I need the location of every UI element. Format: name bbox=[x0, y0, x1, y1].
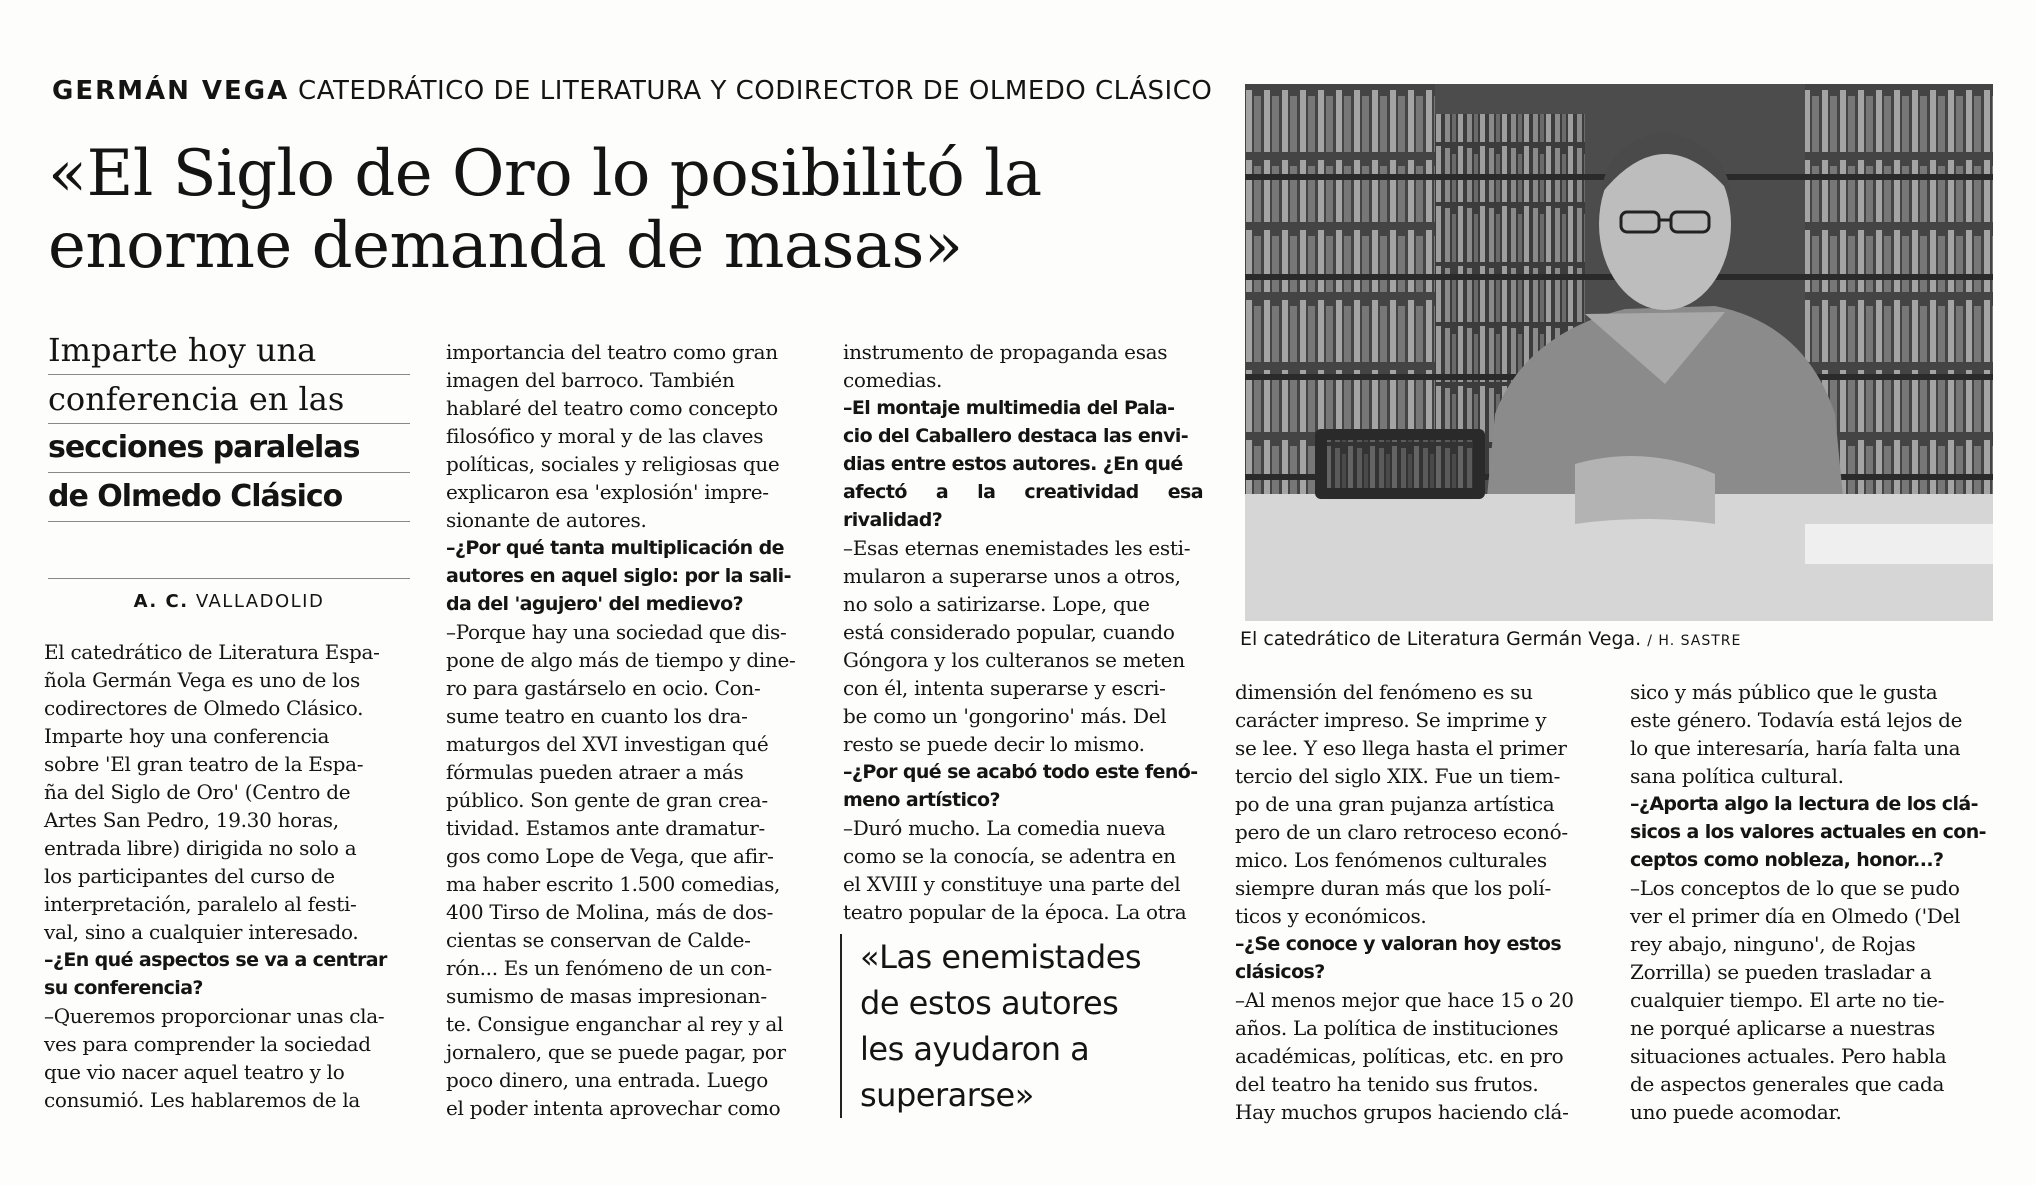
text-line: –¿Por qué tanta multiplicación de bbox=[446, 537, 784, 559]
text-line: Artes San Pedro, 19.30 horas, bbox=[44, 808, 339, 832]
text-line: teatro popular de la época. La otra bbox=[843, 900, 1187, 924]
text-line: Imparte hoy una conferencia bbox=[44, 724, 330, 748]
text-line: su conferencia? bbox=[44, 977, 203, 999]
text-line: poco dinero, una entrada. Luego bbox=[446, 1068, 768, 1092]
text-line: ceptos como nobleza, honor...? bbox=[1630, 849, 1944, 871]
text-line: –Porque hay una sociedad que dis- bbox=[446, 620, 787, 644]
text-line: ñola Germán Vega es uno de los bbox=[44, 668, 360, 692]
text-line: –Al menos mejor que hace 15 o 20 bbox=[1235, 988, 1574, 1012]
text-line: como se la conocía, se adentra en bbox=[843, 844, 1176, 868]
caption-text: El catedrático de Literatura Germán Vega. bbox=[1240, 628, 1642, 650]
headline bbox=[48, 138, 1198, 282]
text-line: autores en aquel siglo: por la sali- bbox=[446, 565, 791, 587]
text-line: –¿Se conoce y valoran hoy estos bbox=[1235, 933, 1562, 955]
text-line: no solo a satirizarse. Lope, que bbox=[843, 592, 1150, 616]
text-line: sana política cultural. bbox=[1630, 764, 1844, 788]
text-line: afectó a la creatividad esa rivalidad? bbox=[843, 481, 1203, 531]
deck-line: secciones paralelas bbox=[48, 424, 410, 473]
byline-author: A. C. bbox=[133, 591, 189, 612]
pull-quote-line: de estos autores bbox=[860, 984, 1119, 1022]
article-column-3 bbox=[843, 338, 1203, 926]
text-line: situaciones actuales. Pero habla bbox=[1630, 1044, 1947, 1068]
text-line: meno artístico? bbox=[843, 789, 1000, 811]
deck bbox=[48, 326, 410, 522]
interview-question bbox=[1630, 790, 1992, 874]
body-paragraph bbox=[843, 814, 1203, 926]
text-line: comedias. bbox=[843, 368, 943, 392]
text-line: siempre duran más que los polí- bbox=[1235, 876, 1551, 900]
text-line: sicos a los valores actuales en con- bbox=[1630, 821, 1986, 843]
text-line: cio del Caballero destaca las envi- bbox=[843, 425, 1189, 447]
pull-quote-line: «Las enemistades bbox=[860, 938, 1142, 976]
interviewee-role: CATEDRÁTICO DE LITERATURA Y CODIRECTOR DE OLMEDO CLÁSICO bbox=[298, 76, 1213, 106]
text-line: de aspectos generales que cada bbox=[1630, 1072, 1945, 1096]
text-line: maturgos del XVI investigan qué bbox=[446, 732, 769, 756]
text-line: consumió. Les hablaremos de la bbox=[44, 1088, 361, 1112]
text-line: lo que interesaría, haría falta una bbox=[1630, 736, 1961, 760]
interview-question bbox=[843, 394, 1203, 534]
text-line: sico y más público que le gusta bbox=[1630, 680, 1938, 704]
article-column-5 bbox=[1630, 678, 1992, 1126]
text-line: carácter impreso. Se imprime y bbox=[1235, 708, 1547, 732]
text-line: años. La política de instituciones bbox=[1235, 1016, 1559, 1040]
text-line: cualquier tiempo. El arte no tie- bbox=[1630, 988, 1945, 1012]
interview-question bbox=[1235, 930, 1595, 986]
text-line: con él, intenta superarse y escri- bbox=[843, 676, 1166, 700]
article-column-4 bbox=[1235, 678, 1595, 1126]
body-paragraph bbox=[44, 638, 404, 946]
text-line: tercio del siglo XIX. Fue un tiem- bbox=[1235, 764, 1561, 788]
text-line: Hay muchos grupos haciendo clá- bbox=[1235, 1100, 1569, 1124]
interviewee-name: GERMÁN VEGA bbox=[52, 76, 290, 106]
text-line: ver el primer día en Olmedo ('Del bbox=[1630, 904, 1961, 928]
text-line: da del 'agujero' del medievo? bbox=[446, 593, 744, 615]
text-line: filosófico y moral y de las claves bbox=[446, 424, 764, 448]
text-line: explicaron esa 'explosión' impre- bbox=[446, 480, 769, 504]
body-paragraph bbox=[446, 618, 806, 1122]
interview-question bbox=[843, 758, 1203, 814]
text-line: imagen del barroco. También bbox=[446, 368, 735, 392]
text-line: entrada libre) dirigida no solo a bbox=[44, 836, 357, 860]
text-line: –Duró mucho. La comedia nueva bbox=[843, 816, 1166, 840]
text-line: –Queremos proporcionar unas cla- bbox=[44, 1004, 385, 1028]
headline-line: enorme demanda de masas» bbox=[48, 209, 963, 283]
text-line: clásicos? bbox=[1235, 961, 1325, 983]
text-line: público. Son gente de gran crea- bbox=[446, 788, 768, 812]
text-line: ña del Siglo de Oro' (Centro de bbox=[44, 780, 351, 804]
text-line: políticas, sociales y religiosas que bbox=[446, 452, 780, 476]
body-paragraph bbox=[843, 338, 1203, 394]
body-paragraph bbox=[446, 338, 806, 534]
body-paragraph bbox=[1630, 678, 1992, 790]
text-line: académicas, políticas, etc. en pro bbox=[1235, 1044, 1564, 1068]
text-line: sume teatro en cuanto los dra- bbox=[446, 704, 748, 728]
body-paragraph bbox=[1235, 986, 1595, 1126]
text-line: que vio nacer aquel teatro y lo bbox=[44, 1060, 345, 1084]
text-line: fórmulas pueden atraer a más bbox=[446, 760, 744, 784]
text-line: –¿Por qué se acabó todo este fenó- bbox=[843, 761, 1198, 783]
text-line: está considerado popular, cuando bbox=[843, 620, 1175, 644]
text-line: el poder intenta aprovechar como bbox=[446, 1096, 781, 1120]
text-line: dias entre estos autores. ¿En qué bbox=[843, 453, 1183, 475]
photo-illustration bbox=[1245, 84, 1993, 621]
deck-line: conferencia en las bbox=[48, 375, 410, 424]
text-line: Zorrilla) se pueden trasladar a bbox=[1630, 960, 1932, 984]
text-line: ves para comprender la sociedad bbox=[44, 1032, 371, 1056]
text-line: ma haber escrito 1.500 comedias, bbox=[446, 872, 781, 896]
pull-quote-line: les ayudaron a bbox=[860, 1030, 1090, 1068]
text-line: del teatro ha tenido sus frutos. bbox=[1235, 1072, 1539, 1096]
text-line: dimensión del fenómeno es su bbox=[1235, 680, 1533, 704]
deck-line: Imparte hoy una bbox=[48, 326, 410, 375]
text-line: gos como Lope de Vega, que afir- bbox=[446, 844, 774, 868]
text-line: te. Consigue enganchar al rey y al bbox=[446, 1012, 784, 1036]
text-line: pero de un claro retroceso econó- bbox=[1235, 820, 1568, 844]
portrait-photo bbox=[1245, 84, 1993, 621]
text-line: ro para gastárselo en ocio. Con- bbox=[446, 676, 761, 700]
text-line: codirectores de Olmedo Clásico. bbox=[44, 696, 364, 720]
text-line: pone de algo más de tiempo y dine- bbox=[446, 648, 796, 672]
byline bbox=[48, 578, 410, 612]
text-line: rey abajo, ninguno', de Rojas bbox=[1630, 932, 1916, 956]
interview-question bbox=[44, 946, 404, 1002]
text-line: este género. Todavía está lejos de bbox=[1630, 708, 1963, 732]
text-line: hablaré del teatro como concepto bbox=[446, 396, 778, 420]
article-column-2 bbox=[446, 338, 806, 1122]
article-column-1 bbox=[44, 638, 404, 1114]
text-line: tividad. Estamos ante dramatur- bbox=[446, 816, 765, 840]
text-line: uno puede acomodar. bbox=[1630, 1100, 1842, 1124]
text-line: –El montaje multimedia del Pala- bbox=[843, 397, 1175, 419]
text-line: importancia del teatro como gran bbox=[446, 340, 778, 364]
text-line: ticos y económicos. bbox=[1235, 904, 1427, 928]
text-line: po de una gran pujanza artística bbox=[1235, 792, 1555, 816]
body-paragraph bbox=[1630, 874, 1992, 1126]
body-paragraph bbox=[843, 534, 1203, 758]
text-line: sumismo de masas impresionan- bbox=[446, 984, 767, 1008]
text-line: 400 Tirso de Molina, más de dos- bbox=[446, 900, 774, 924]
text-line: se lee. Y eso llega hasta el primer bbox=[1235, 736, 1567, 760]
text-line: sobre 'El gran teatro de la Espa- bbox=[44, 752, 364, 776]
text-line: val, sino a cualquier interesado. bbox=[44, 920, 359, 944]
byline-place: VALLADOLID bbox=[195, 591, 325, 612]
text-line: El catedrático de Literatura Espa- bbox=[44, 640, 380, 664]
text-line: –Esas eternas enemistades les esti- bbox=[843, 536, 1191, 560]
text-line: mularon a superarse unos a otros, bbox=[843, 564, 1181, 588]
deck-line: de Olmedo Clásico bbox=[48, 473, 410, 522]
text-line: –¿En qué aspectos se va a centrar bbox=[44, 949, 387, 971]
text-line: resto se puede decir lo mismo. bbox=[843, 732, 1145, 756]
kicker bbox=[52, 76, 1212, 106]
photo-credit: / H. SASTRE bbox=[1647, 633, 1742, 649]
text-line: mico. Los fenómenos culturales bbox=[1235, 848, 1547, 872]
text-line: Góngora y los culteranos se meten bbox=[843, 648, 1185, 672]
text-line: cientas se conservan de Calde- bbox=[446, 928, 751, 952]
pull-quote-line: superarse» bbox=[860, 1076, 1034, 1114]
text-line: instrumento de propaganda esas bbox=[843, 340, 1168, 364]
text-line: –Los conceptos de lo que se pudo bbox=[1630, 876, 1960, 900]
body-paragraph bbox=[44, 1002, 404, 1114]
interview-question bbox=[446, 534, 806, 618]
text-line: sionante de autores. bbox=[446, 508, 647, 532]
text-line: rón... Es un fenómeno de un con- bbox=[446, 956, 772, 980]
text-line: ne porqué aplicarse a nuestras bbox=[1630, 1016, 1935, 1040]
text-line: interpretación, paralelo al festi- bbox=[44, 892, 357, 916]
pull-quote bbox=[840, 934, 1182, 1118]
text-line: los participantes del curso de bbox=[44, 864, 335, 888]
body-paragraph bbox=[1235, 678, 1595, 930]
text-line: el XVIII y constituye una parte del bbox=[843, 872, 1181, 896]
text-line: jornalero, que se puede pagar, por bbox=[446, 1040, 786, 1064]
text-line: be como un 'gongorino' más. Del bbox=[843, 704, 1167, 728]
text-line: –¿Aporta algo la lectura de los clá- bbox=[1630, 793, 1978, 815]
headline-line: «El Siglo de Oro lo posibilitó la bbox=[48, 137, 1042, 211]
photo-caption bbox=[1240, 628, 1741, 650]
